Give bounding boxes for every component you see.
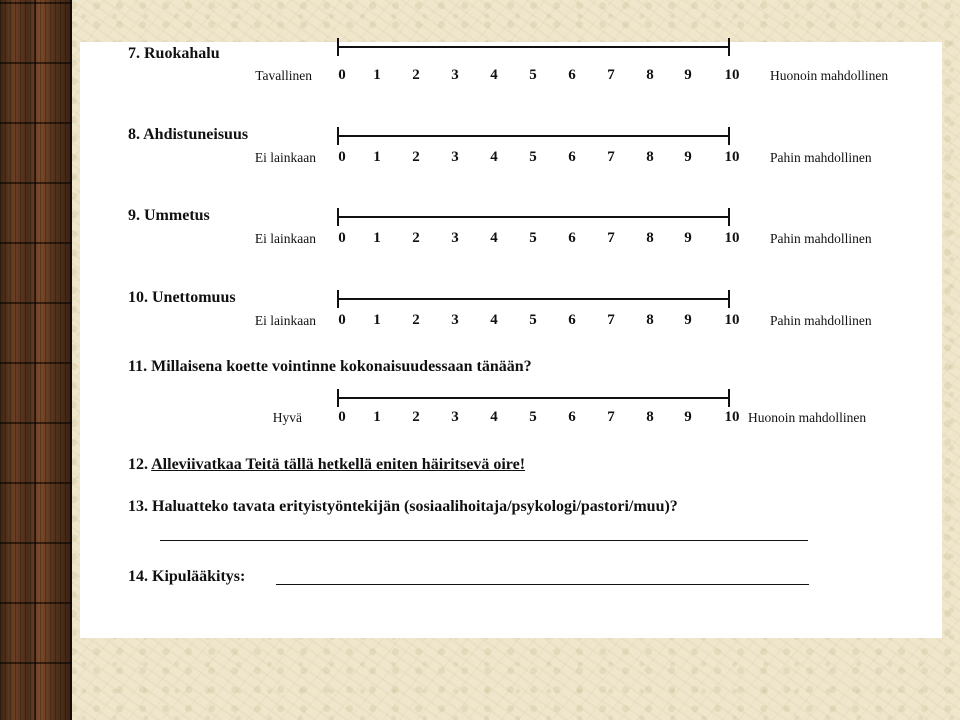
scale-number[interactable]: 4 xyxy=(490,149,498,165)
scale-number[interactable]: 6 xyxy=(568,67,576,83)
scale-number[interactable]: 4 xyxy=(490,409,498,425)
scale-number[interactable]: 2 xyxy=(412,67,420,83)
scale-number[interactable]: 6 xyxy=(568,230,576,246)
scale-number[interactable]: 0 xyxy=(338,149,346,165)
question-12: 12. Alleviivatkaa Teitä tällä hetkellä eniten häiritsevä oire! xyxy=(128,456,526,473)
scale-right-label: Huonoin mahdollinen xyxy=(770,68,889,83)
scale-number[interactable]: 6 xyxy=(568,409,576,425)
scale-number[interactable]: 1 xyxy=(373,312,381,328)
question-13: 13. Haluatteko tavata erityistyöntekijän (sosiaalihoitaja/psykologi/pastori/muu)? xyxy=(128,498,678,515)
scale-number[interactable]: 5 xyxy=(529,312,537,328)
question-14: 14. Kipulääkitys: xyxy=(128,568,246,585)
scale-number[interactable]: 10 xyxy=(724,409,740,425)
rating-scale-line[interactable] xyxy=(337,216,730,218)
scale-number[interactable]: 3 xyxy=(451,409,459,425)
scale-number[interactable]: 8 xyxy=(646,409,654,425)
scale-number[interactable]: 3 xyxy=(451,312,459,328)
scale-number[interactable]: 6 xyxy=(568,149,576,165)
scale-number[interactable]: 2 xyxy=(412,409,420,425)
scale-left-label: Tavallinen xyxy=(255,68,312,83)
scale-number[interactable]: 4 xyxy=(490,67,498,83)
scale-right-label: Pahin mahdollinen xyxy=(770,231,872,246)
scale-number[interactable]: 0 xyxy=(338,230,346,246)
scale-number[interactable]: 1 xyxy=(373,149,381,165)
scale-number[interactable]: 5 xyxy=(529,409,537,425)
question-7-title: 7. Ruokahalu xyxy=(128,45,220,62)
question-13-text: Haluatteko tavata erityistyöntekijän (sosiaalihoitaja/psykologi/pastori/muu)? xyxy=(152,498,678,515)
scale-right-label: Pahin mahdollinen xyxy=(770,313,872,328)
scale-number[interactable]: 10 xyxy=(724,149,740,165)
scale-number[interactable]: 8 xyxy=(646,67,654,83)
question-14-answer-line[interactable] xyxy=(276,584,809,585)
scale-number[interactable]: 7 xyxy=(607,409,615,425)
question-13-answer-line[interactable] xyxy=(160,540,808,541)
questionnaire-page xyxy=(80,42,942,638)
scale-number[interactable]: 8 xyxy=(646,230,654,246)
question-12-text: Alleviivatkaa Teitä tällä hetkellä eniten häiritsevä oire! xyxy=(151,456,526,473)
scale-number[interactable]: 0 xyxy=(338,409,346,425)
scale-left-label: Ei lainkaan xyxy=(254,150,316,165)
scale-number[interactable]: 7 xyxy=(607,67,615,83)
scale-number[interactable]: 5 xyxy=(529,230,537,246)
scale-number[interactable]: 1 xyxy=(373,409,381,425)
scale-number[interactable]: 7 xyxy=(607,230,615,246)
scale-number[interactable]: 1 xyxy=(373,67,381,83)
scale-right-label: Pahin mahdollinen xyxy=(770,150,872,165)
question-11-title: 11. Millaisena koette vointinne kokonaisuudessaan tänään? xyxy=(128,358,532,375)
scale-number[interactable]: 5 xyxy=(529,67,537,83)
question-9-title: 9. Ummetus xyxy=(128,207,210,224)
rating-scale-line[interactable] xyxy=(337,46,730,48)
scale-left-label: Ei lainkaan xyxy=(254,231,316,246)
scale-number[interactable]: 5 xyxy=(529,149,537,165)
scale-number[interactable]: 0 xyxy=(338,312,346,328)
scale-number[interactable]: 2 xyxy=(412,230,420,246)
scale-number[interactable]: 2 xyxy=(412,149,420,165)
scale-number[interactable]: 6 xyxy=(568,312,576,328)
scale-right-label: Huonoin mahdollinen xyxy=(748,410,867,425)
scale-number[interactable]: 7 xyxy=(607,312,615,328)
scale-number[interactable]: 9 xyxy=(684,67,692,83)
question-10-title: 10. Unettomuus xyxy=(128,289,236,306)
scale-number[interactable]: 7 xyxy=(607,149,615,165)
wood-sidebar xyxy=(0,0,72,720)
rating-scale-line[interactable] xyxy=(337,397,730,399)
scale-left-label: Hyvä xyxy=(272,410,302,425)
question-14-text: Kipulääkitys: xyxy=(152,568,246,585)
scale-number[interactable]: 9 xyxy=(684,149,692,165)
scale-number[interactable]: 3 xyxy=(451,67,459,83)
scale-number[interactable]: 3 xyxy=(451,230,459,246)
scale-left-label: Ei lainkaan xyxy=(254,313,316,328)
scale-number[interactable]: 9 xyxy=(684,409,692,425)
scale-number[interactable]: 4 xyxy=(490,312,498,328)
scale-number[interactable]: 9 xyxy=(684,230,692,246)
rating-scale-line[interactable] xyxy=(337,298,730,300)
rating-scale-line[interactable] xyxy=(337,135,730,137)
scale-number[interactable]: 0 xyxy=(338,67,346,83)
scale-number[interactable]: 10 xyxy=(724,230,740,246)
question-8-title: 8. Ahdistuneisuus xyxy=(128,126,249,143)
scale-number[interactable]: 4 xyxy=(490,230,498,246)
scale-number[interactable]: 8 xyxy=(646,312,654,328)
scale-number[interactable]: 3 xyxy=(451,149,459,165)
scale-number[interactable]: 10 xyxy=(724,67,740,83)
scale-number[interactable]: 1 xyxy=(373,230,381,246)
scale-number[interactable]: 10 xyxy=(724,312,740,328)
scale-number[interactable]: 2 xyxy=(412,312,420,328)
scale-number[interactable]: 8 xyxy=(646,149,654,165)
scale-number[interactable]: 9 xyxy=(684,312,692,328)
